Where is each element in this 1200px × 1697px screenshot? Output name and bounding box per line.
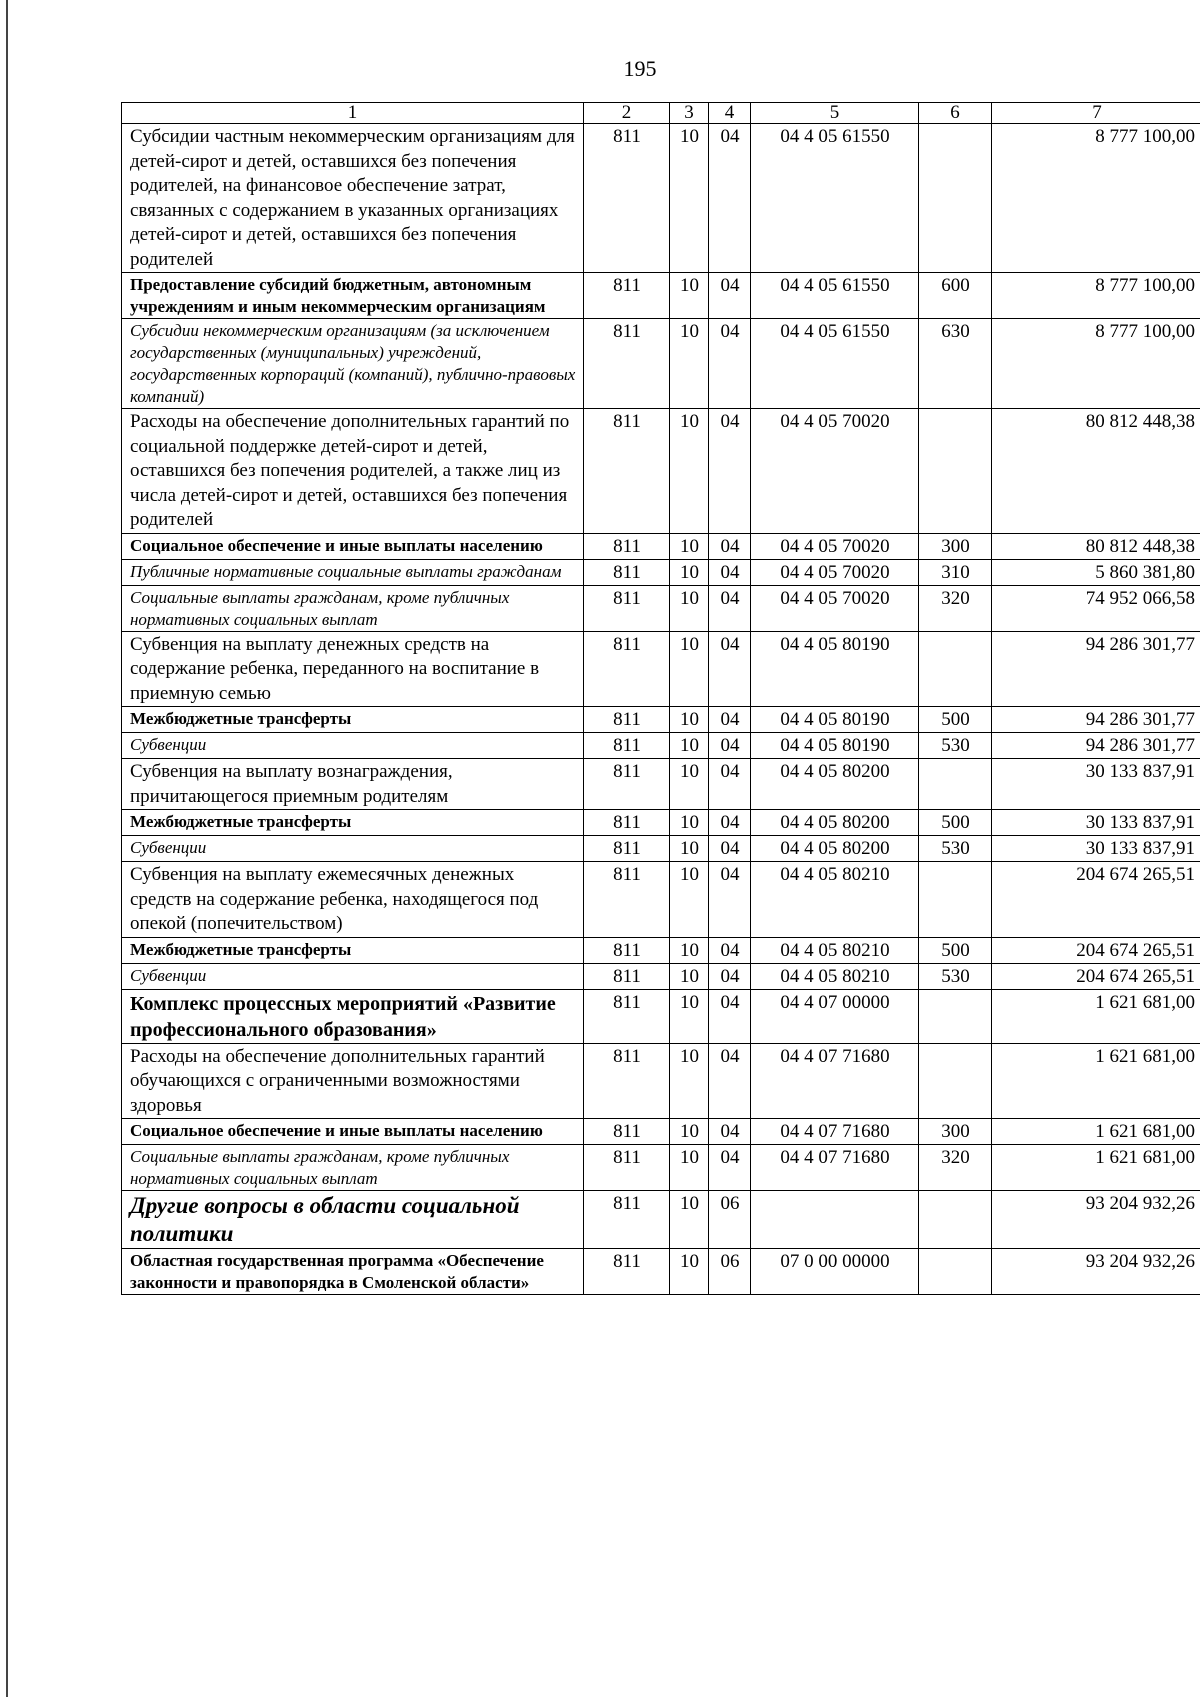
header-cell: 5 (751, 103, 919, 124)
row-amount-cell: 1 621 681,00 (992, 1043, 1200, 1119)
row-amount-cell: 204 674 265,51 (992, 862, 1200, 938)
row-amount-cell: 1 621 681,00 (992, 989, 1200, 1043)
row-admin-code-cell: 811 (584, 559, 670, 585)
table-row (122, 836, 1200, 862)
row-name-cell: Областная государственная программа «Обеспечение законности и правопорядка в Смоленской области» (122, 1249, 584, 1295)
row-expense-type-cell (919, 1043, 992, 1119)
row-admin-code-cell: 811 (584, 810, 670, 836)
row-target-article-cell: 04 4 05 70020 (751, 559, 919, 585)
row-expense-type-cell (919, 1249, 992, 1295)
row-subsection-cell: 04 (709, 631, 751, 707)
row-admin-code-cell: 811 (584, 707, 670, 733)
row-name-cell: Социальное обеспечение и иные выплаты населению (122, 533, 584, 559)
row-target-article-cell: 04 4 05 61550 (751, 124, 919, 273)
row-expense-type-cell (919, 989, 992, 1043)
row-expense-type-cell: 500 (919, 707, 992, 733)
table-row (122, 533, 1200, 559)
row-name-cell: Межбюджетные трансферты (122, 707, 584, 733)
row-section-cell: 10 (670, 533, 709, 559)
row-target-article-cell: 04 4 07 71680 (751, 1043, 919, 1119)
row-expense-type-cell: 630 (919, 319, 992, 409)
row-target-article-cell: 04 4 05 70020 (751, 409, 919, 534)
row-expense-type-cell: 500 (919, 810, 992, 836)
row-expense-type-cell: 500 (919, 937, 992, 963)
row-section-cell: 10 (670, 1145, 709, 1191)
row-name-cell: Публичные нормативные социальные выплаты гражданам (122, 559, 584, 585)
row-admin-code-cell: 811 (584, 1191, 670, 1249)
row-target-article-cell: 04 4 05 70020 (751, 533, 919, 559)
row-expense-type-cell (919, 1191, 992, 1249)
row-subsection-cell: 04 (709, 124, 751, 273)
row-amount-cell: 93 204 932,26 (992, 1249, 1200, 1295)
row-name-cell: Предоставление субсидий бюджетным, автономным учреждениям и иным некоммерческим организациям (122, 273, 584, 319)
row-subsection-cell: 04 (709, 273, 751, 319)
row-target-article-cell: 04 4 05 80200 (751, 759, 919, 810)
row-amount-cell: 204 674 265,51 (992, 963, 1200, 989)
row-admin-code-cell: 811 (584, 1119, 670, 1145)
table-row (122, 585, 1200, 631)
row-admin-code-cell: 811 (584, 585, 670, 631)
row-section-cell: 10 (670, 124, 709, 273)
row-name-cell: Субвенция на выплату вознаграждения, причитающегося приемным родителям (122, 759, 584, 810)
row-expense-type-cell: 600 (919, 273, 992, 319)
row-name-cell: Другие вопросы в области социальной политики (122, 1191, 584, 1249)
row-subsection-cell: 06 (709, 1249, 751, 1295)
row-section-cell: 10 (670, 559, 709, 585)
row-subsection-cell: 04 (709, 989, 751, 1043)
row-target-article-cell: 04 4 07 71680 (751, 1119, 919, 1145)
row-amount-cell: 74 952 066,58 (992, 585, 1200, 631)
row-subsection-cell: 04 (709, 937, 751, 963)
row-name-cell: Субвенции (122, 733, 584, 759)
table-row (122, 319, 1200, 409)
row-expense-type-cell (919, 409, 992, 534)
row-target-article-cell: 04 4 05 61550 (751, 273, 919, 319)
row-section-cell: 10 (670, 1191, 709, 1249)
header-cell: 4 (709, 103, 751, 124)
row-admin-code-cell: 811 (584, 733, 670, 759)
row-subsection-cell: 04 (709, 409, 751, 534)
row-amount-cell: 1 621 681,00 (992, 1119, 1200, 1145)
row-subsection-cell: 04 (709, 733, 751, 759)
row-amount-cell: 30 133 837,91 (992, 836, 1200, 862)
table-row (122, 409, 1200, 534)
row-target-article-cell: 04 4 05 80200 (751, 810, 919, 836)
row-admin-code-cell: 811 (584, 533, 670, 559)
row-subsection-cell: 04 (709, 862, 751, 938)
row-target-article-cell: 04 4 07 71680 (751, 1145, 919, 1191)
row-section-cell: 10 (670, 1043, 709, 1119)
row-admin-code-cell: 811 (584, 273, 670, 319)
row-name-cell: Социальное обеспечение и иные выплаты населению (122, 1119, 584, 1145)
table-row (122, 1145, 1200, 1191)
row-admin-code-cell: 811 (584, 836, 670, 862)
row-subsection-cell: 04 (709, 707, 751, 733)
row-target-article-cell: 04 4 05 80210 (751, 937, 919, 963)
table-header-row (122, 103, 1200, 124)
row-amount-cell: 80 812 448,38 (992, 409, 1200, 534)
row-expense-type-cell (919, 631, 992, 707)
row-admin-code-cell: 811 (584, 759, 670, 810)
row-admin-code-cell: 811 (584, 1043, 670, 1119)
header-cell: 6 (919, 103, 992, 124)
row-expense-type-cell: 300 (919, 1119, 992, 1145)
table-row (122, 124, 1200, 273)
row-section-cell: 10 (670, 937, 709, 963)
row-expense-type-cell: 530 (919, 836, 992, 862)
row-section-cell: 10 (670, 409, 709, 534)
row-name-cell: Межбюджетные трансферты (122, 810, 584, 836)
row-subsection-cell: 04 (709, 836, 751, 862)
table-row (122, 559, 1200, 585)
row-expense-type-cell: 300 (919, 533, 992, 559)
row-admin-code-cell: 811 (584, 409, 670, 534)
table-row (122, 273, 1200, 319)
row-name-cell: Субвенция на выплату ежемесячных денежных средств на содержание ребенка, находящегося под опекой (попечительством) (122, 862, 584, 938)
table-row (122, 733, 1200, 759)
row-subsection-cell: 04 (709, 559, 751, 585)
row-section-cell: 10 (670, 759, 709, 810)
row-target-article-cell: 07 0 00 00000 (751, 1249, 919, 1295)
table-row (122, 759, 1200, 810)
page-number: 195 (623, 56, 657, 81)
row-name-cell: Межбюджетные трансферты (122, 937, 584, 963)
table-row (122, 1043, 1200, 1119)
row-name-cell: Субсидии частным некоммерческим организациям для детей-сирот и детей, оставшихся без попечения родителей, на финансовое обеспечение затрат, связанных с содержанием в указанных организациях детей-сирот и детей, оставшихся без попечения родителей (122, 124, 584, 273)
row-expense-type-cell: 320 (919, 585, 992, 631)
row-admin-code-cell: 811 (584, 124, 670, 273)
row-expense-type-cell (919, 759, 992, 810)
row-amount-cell: 8 777 100,00 (992, 124, 1200, 273)
row-subsection-cell: 06 (709, 1191, 751, 1249)
row-amount-cell: 94 286 301,77 (992, 733, 1200, 759)
row-name-cell: Субвенции (122, 836, 584, 862)
row-target-article-cell: 04 4 05 80190 (751, 707, 919, 733)
row-name-cell: Комплекс процессных мероприятий «Развитие профессионального образования» (122, 989, 584, 1043)
row-target-article-cell (751, 1191, 919, 1249)
row-name-cell: Субсидии некоммерческим организациям (за исключением государственных (муниципальных) учреждений, государственных корпораций (компаний), публично-правовых компаний) (122, 319, 584, 409)
row-name-cell: Субвенция на выплату денежных средств на содержание ребенка, переданного на воспитание в приемную семью (122, 631, 584, 707)
row-amount-cell: 93 204 932,26 (992, 1191, 1200, 1249)
row-amount-cell: 94 286 301,77 (992, 631, 1200, 707)
table-row (122, 1249, 1200, 1295)
row-target-article-cell: 04 4 05 80210 (751, 963, 919, 989)
row-section-cell: 10 (670, 585, 709, 631)
row-target-article-cell: 04 4 05 70020 (751, 585, 919, 631)
row-amount-cell: 1 621 681,00 (992, 1145, 1200, 1191)
row-amount-cell: 5 860 381,80 (992, 559, 1200, 585)
row-target-article-cell: 04 4 05 80190 (751, 733, 919, 759)
header-cell: 7 (992, 103, 1200, 124)
row-section-cell: 10 (670, 1249, 709, 1295)
row-section-cell: 10 (670, 733, 709, 759)
header-cell: 2 (584, 103, 670, 124)
row-section-cell: 10 (670, 631, 709, 707)
row-admin-code-cell: 811 (584, 319, 670, 409)
row-target-article-cell: 04 4 05 80190 (751, 631, 919, 707)
row-amount-cell: 204 674 265,51 (992, 937, 1200, 963)
row-subsection-cell: 04 (709, 1119, 751, 1145)
row-name-cell: Субвенции (122, 963, 584, 989)
row-target-article-cell: 04 4 07 00000 (751, 989, 919, 1043)
row-admin-code-cell: 811 (584, 1249, 670, 1295)
header-cell: 3 (670, 103, 709, 124)
row-subsection-cell: 04 (709, 1043, 751, 1119)
row-amount-cell: 30 133 837,91 (992, 759, 1200, 810)
row-section-cell: 10 (670, 989, 709, 1043)
row-admin-code-cell: 811 (584, 989, 670, 1043)
row-amount-cell: 80 812 448,38 (992, 533, 1200, 559)
row-name-cell: Социальные выплаты гражданам, кроме публичных нормативных социальных выплат (122, 585, 584, 631)
row-amount-cell: 8 777 100,00 (992, 273, 1200, 319)
row-expense-type-cell: 530 (919, 733, 992, 759)
row-subsection-cell: 04 (709, 585, 751, 631)
row-subsection-cell: 04 (709, 1145, 751, 1191)
row-section-cell: 10 (670, 273, 709, 319)
row-section-cell: 10 (670, 319, 709, 409)
row-section-cell: 10 (670, 707, 709, 733)
header-cell: 1 (122, 103, 584, 124)
row-section-cell: 10 (670, 836, 709, 862)
row-amount-cell: 30 133 837,91 (992, 810, 1200, 836)
row-name-cell: Расходы на обеспечение дополнительных гарантий по социальной поддержке детей-сирот и детей, оставшихся без попечения родителей, а также лиц из числа детей-сирот и детей, оставшихся без попечения родителей (122, 409, 584, 534)
table-row (122, 631, 1200, 707)
row-subsection-cell: 04 (709, 319, 751, 409)
budget-table (121, 102, 1200, 1295)
row-subsection-cell: 04 (709, 533, 751, 559)
row-expense-type-cell (919, 862, 992, 938)
row-admin-code-cell: 811 (584, 937, 670, 963)
row-target-article-cell: 04 4 05 80210 (751, 862, 919, 938)
table-row (122, 1191, 1200, 1249)
row-amount-cell: 94 286 301,77 (992, 707, 1200, 733)
row-name-cell: Социальные выплаты гражданам, кроме публичных нормативных социальных выплат (122, 1145, 584, 1191)
row-subsection-cell: 04 (709, 963, 751, 989)
scan-edge-line (6, 0, 8, 1697)
row-target-article-cell: 04 4 05 80200 (751, 836, 919, 862)
row-expense-type-cell: 530 (919, 963, 992, 989)
table-row (122, 963, 1200, 989)
table-row (122, 810, 1200, 836)
row-target-article-cell: 04 4 05 61550 (751, 319, 919, 409)
row-admin-code-cell: 811 (584, 631, 670, 707)
row-section-cell: 10 (670, 810, 709, 836)
row-subsection-cell: 04 (709, 759, 751, 810)
table-row (122, 937, 1200, 963)
table-row (122, 989, 1200, 1043)
row-name-cell: Расходы на обеспечение дополнительных гарантий обучающихся с ограниченными возможностями здоровья (122, 1043, 584, 1119)
row-expense-type-cell: 310 (919, 559, 992, 585)
row-section-cell: 10 (670, 1119, 709, 1145)
row-admin-code-cell: 811 (584, 862, 670, 938)
row-section-cell: 10 (670, 963, 709, 989)
table-row (122, 707, 1200, 733)
table-row (122, 1119, 1200, 1145)
row-expense-type-cell (919, 124, 992, 273)
row-admin-code-cell: 811 (584, 963, 670, 989)
row-admin-code-cell: 811 (584, 1145, 670, 1191)
row-amount-cell: 8 777 100,00 (992, 319, 1200, 409)
table-row (122, 862, 1200, 938)
row-section-cell: 10 (670, 862, 709, 938)
row-subsection-cell: 04 (709, 810, 751, 836)
row-expense-type-cell: 320 (919, 1145, 992, 1191)
